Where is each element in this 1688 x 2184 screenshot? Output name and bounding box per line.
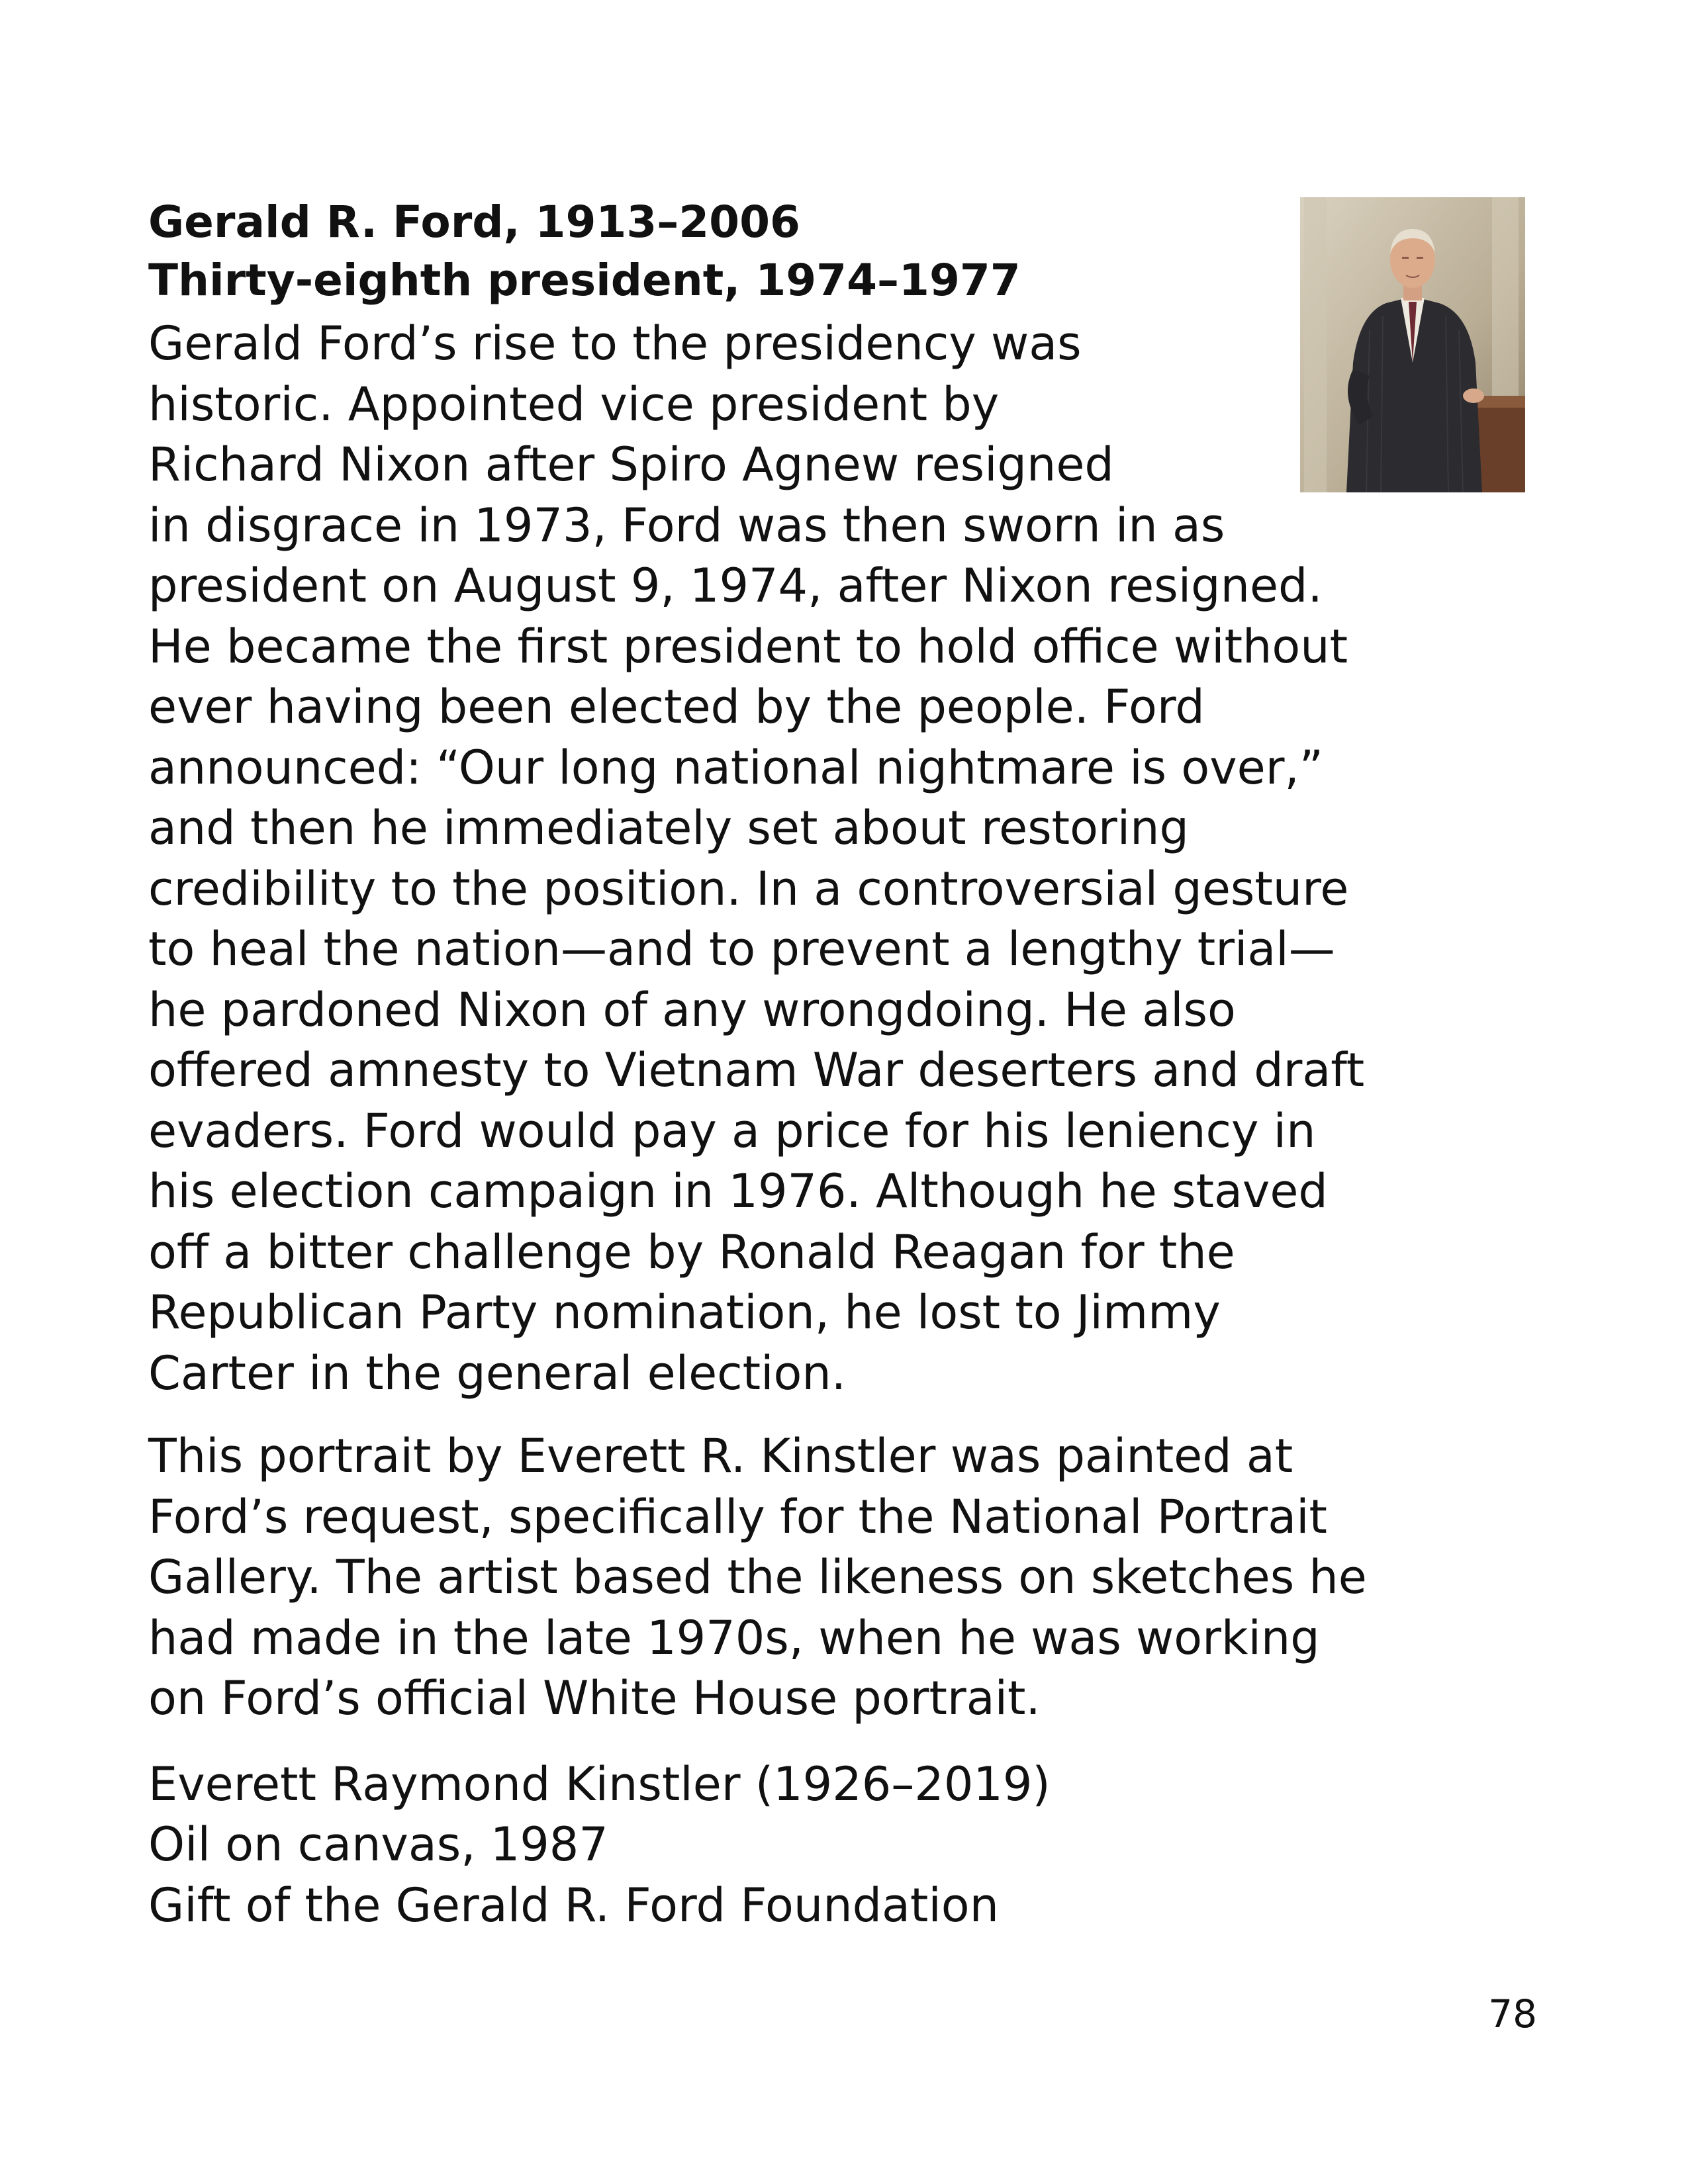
medium-credit: Oil on canvas, 1987: [148, 1817, 608, 1872]
title-office-term: Thirty-eighth president, 1974–1977: [148, 255, 1021, 306]
portrait-image: [1300, 197, 1525, 492]
portrait-description-paragraph: This portrait by Everett R. Kinstler was painted at Ford’s request, specifically for the National Portrait Gallery. The artist based the likeness on sketches he had made in the late 1970s, when he was working on Ford’s official White House portrait.: [148, 1429, 1367, 1725]
page-number: 78: [1488, 1991, 1537, 2036]
portrait-painting-icon: [1300, 197, 1525, 492]
label-content: [148, 193, 1525, 1936]
gift-credit: Gift of the Gerald R. Ford Foundation: [148, 1878, 999, 1933]
artist-credit: Everett Raymond Kinstler (1926–2019): [148, 1756, 1051, 1811]
biography-paragraph: Gerald Ford’s rise to the presidency was historic. Appointed vice president by Richard Nixon after Spiro Agnew resigned in disgrace in 1973, Ford was then sworn in as president on August 9, 1974, after Nixon resigned. He became the first president to hold office without ever having been elected by the people. Ford announced: “Our long national nightmare is over,” and then he immediately set about restoring credibility to the position. In a controversial gesture to heal the nation—and to prevent a lengthy trial— he pardoned Nixon of any wrongdoing. He also offered amnesty to Vietnam War deserters and draft evaders. Ford would pay a price for his leniency in his election campaign in 1976. Although he staved off a bitter challenge by Ronald Reagan for the Republican Party nomination, he lost to Jimmy Carter in the general election.: [148, 316, 1365, 1400]
artwork-credits: [148, 1754, 1525, 1936]
title-name-dates: Gerald R. Ford, 1913–2006: [148, 197, 800, 248]
